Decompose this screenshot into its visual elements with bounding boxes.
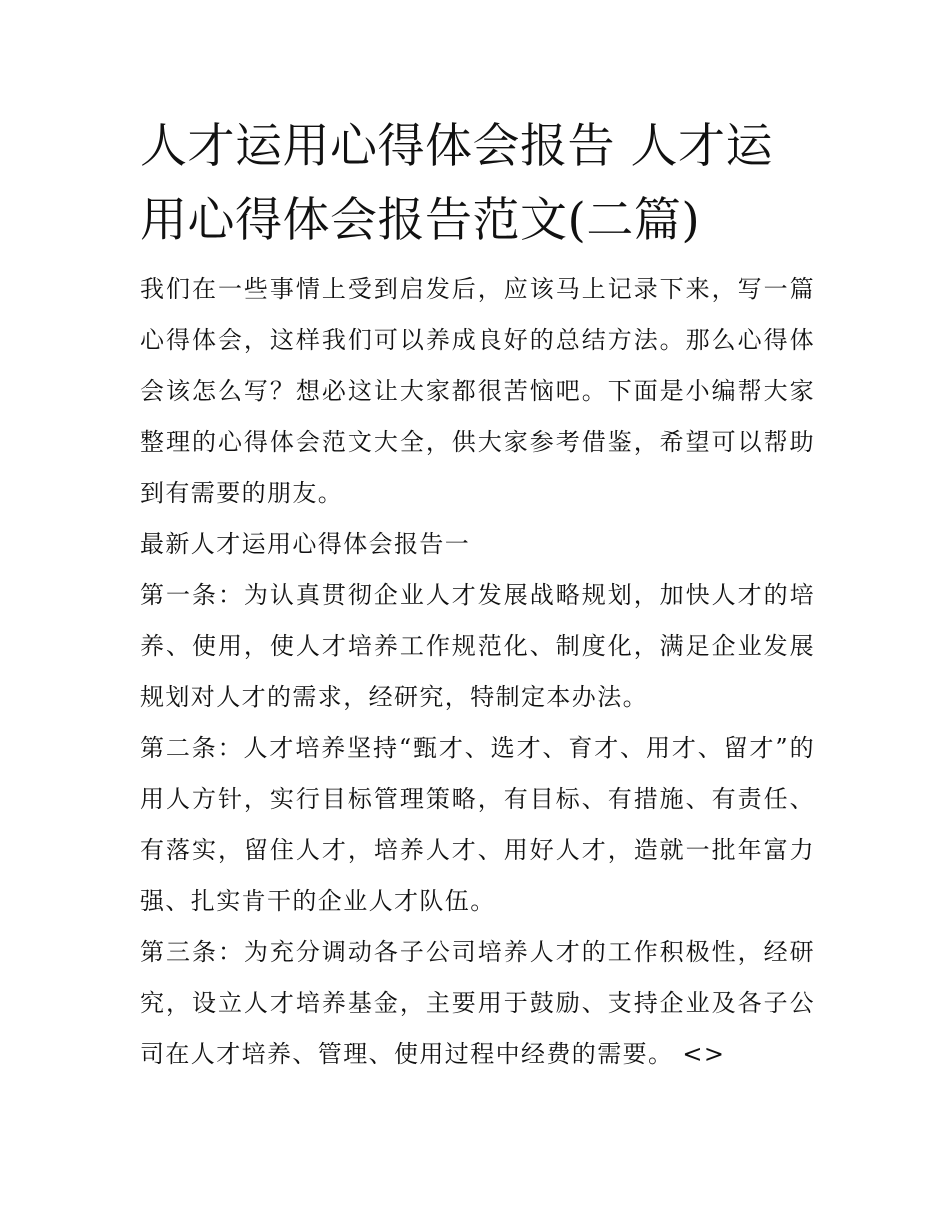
document-page bbox=[140, 110, 815, 1080]
intro-paragraph: 我们在一些事情上受到启发后，应该马上记录下来，写一篇心得体会，这样我们可以养成良好的总结方法。那么心得体会该怎么写？想必这让大家都很苦恼吧。下面是小编帮大家整理的心得体会范文大全，供大家参考借鉴，希望可以帮助到有需要的朋友。 bbox=[140, 275, 815, 507]
document-title: 人才运用心得体会报告 人才运用心得体会报告范文(二篇) bbox=[140, 119, 773, 248]
article-2-paragraph: 第二条：人才培养坚持“甄才、选才、育才、用才、留才”的用人方针，实行目标管理策略，有目标、有措施、有责任、有落实，留住人才，培养人才、用好人才，造就一批年富力强、扎实肯干的企业人才队伍。 bbox=[140, 734, 815, 915]
article-3-paragraph: 第三条：为充分调动各子公司培养人才的工作积极性，经研究，设立人才培养基金，主要用于鼓励、支持企业及各子公司在人才培养、管理、使用过程中经费的需要。 <> bbox=[140, 938, 815, 1068]
article-1-paragraph: 第一条：为认真贯彻企业人才发展战略规划，加快人才的培养、使用，使人才培养工作规范化、制度化，满足企业发展规划对人才的需求，经研究，特制定本办法。 bbox=[140, 581, 815, 711]
section-heading: 最新人才运用心得体会报告一 bbox=[140, 530, 471, 558]
